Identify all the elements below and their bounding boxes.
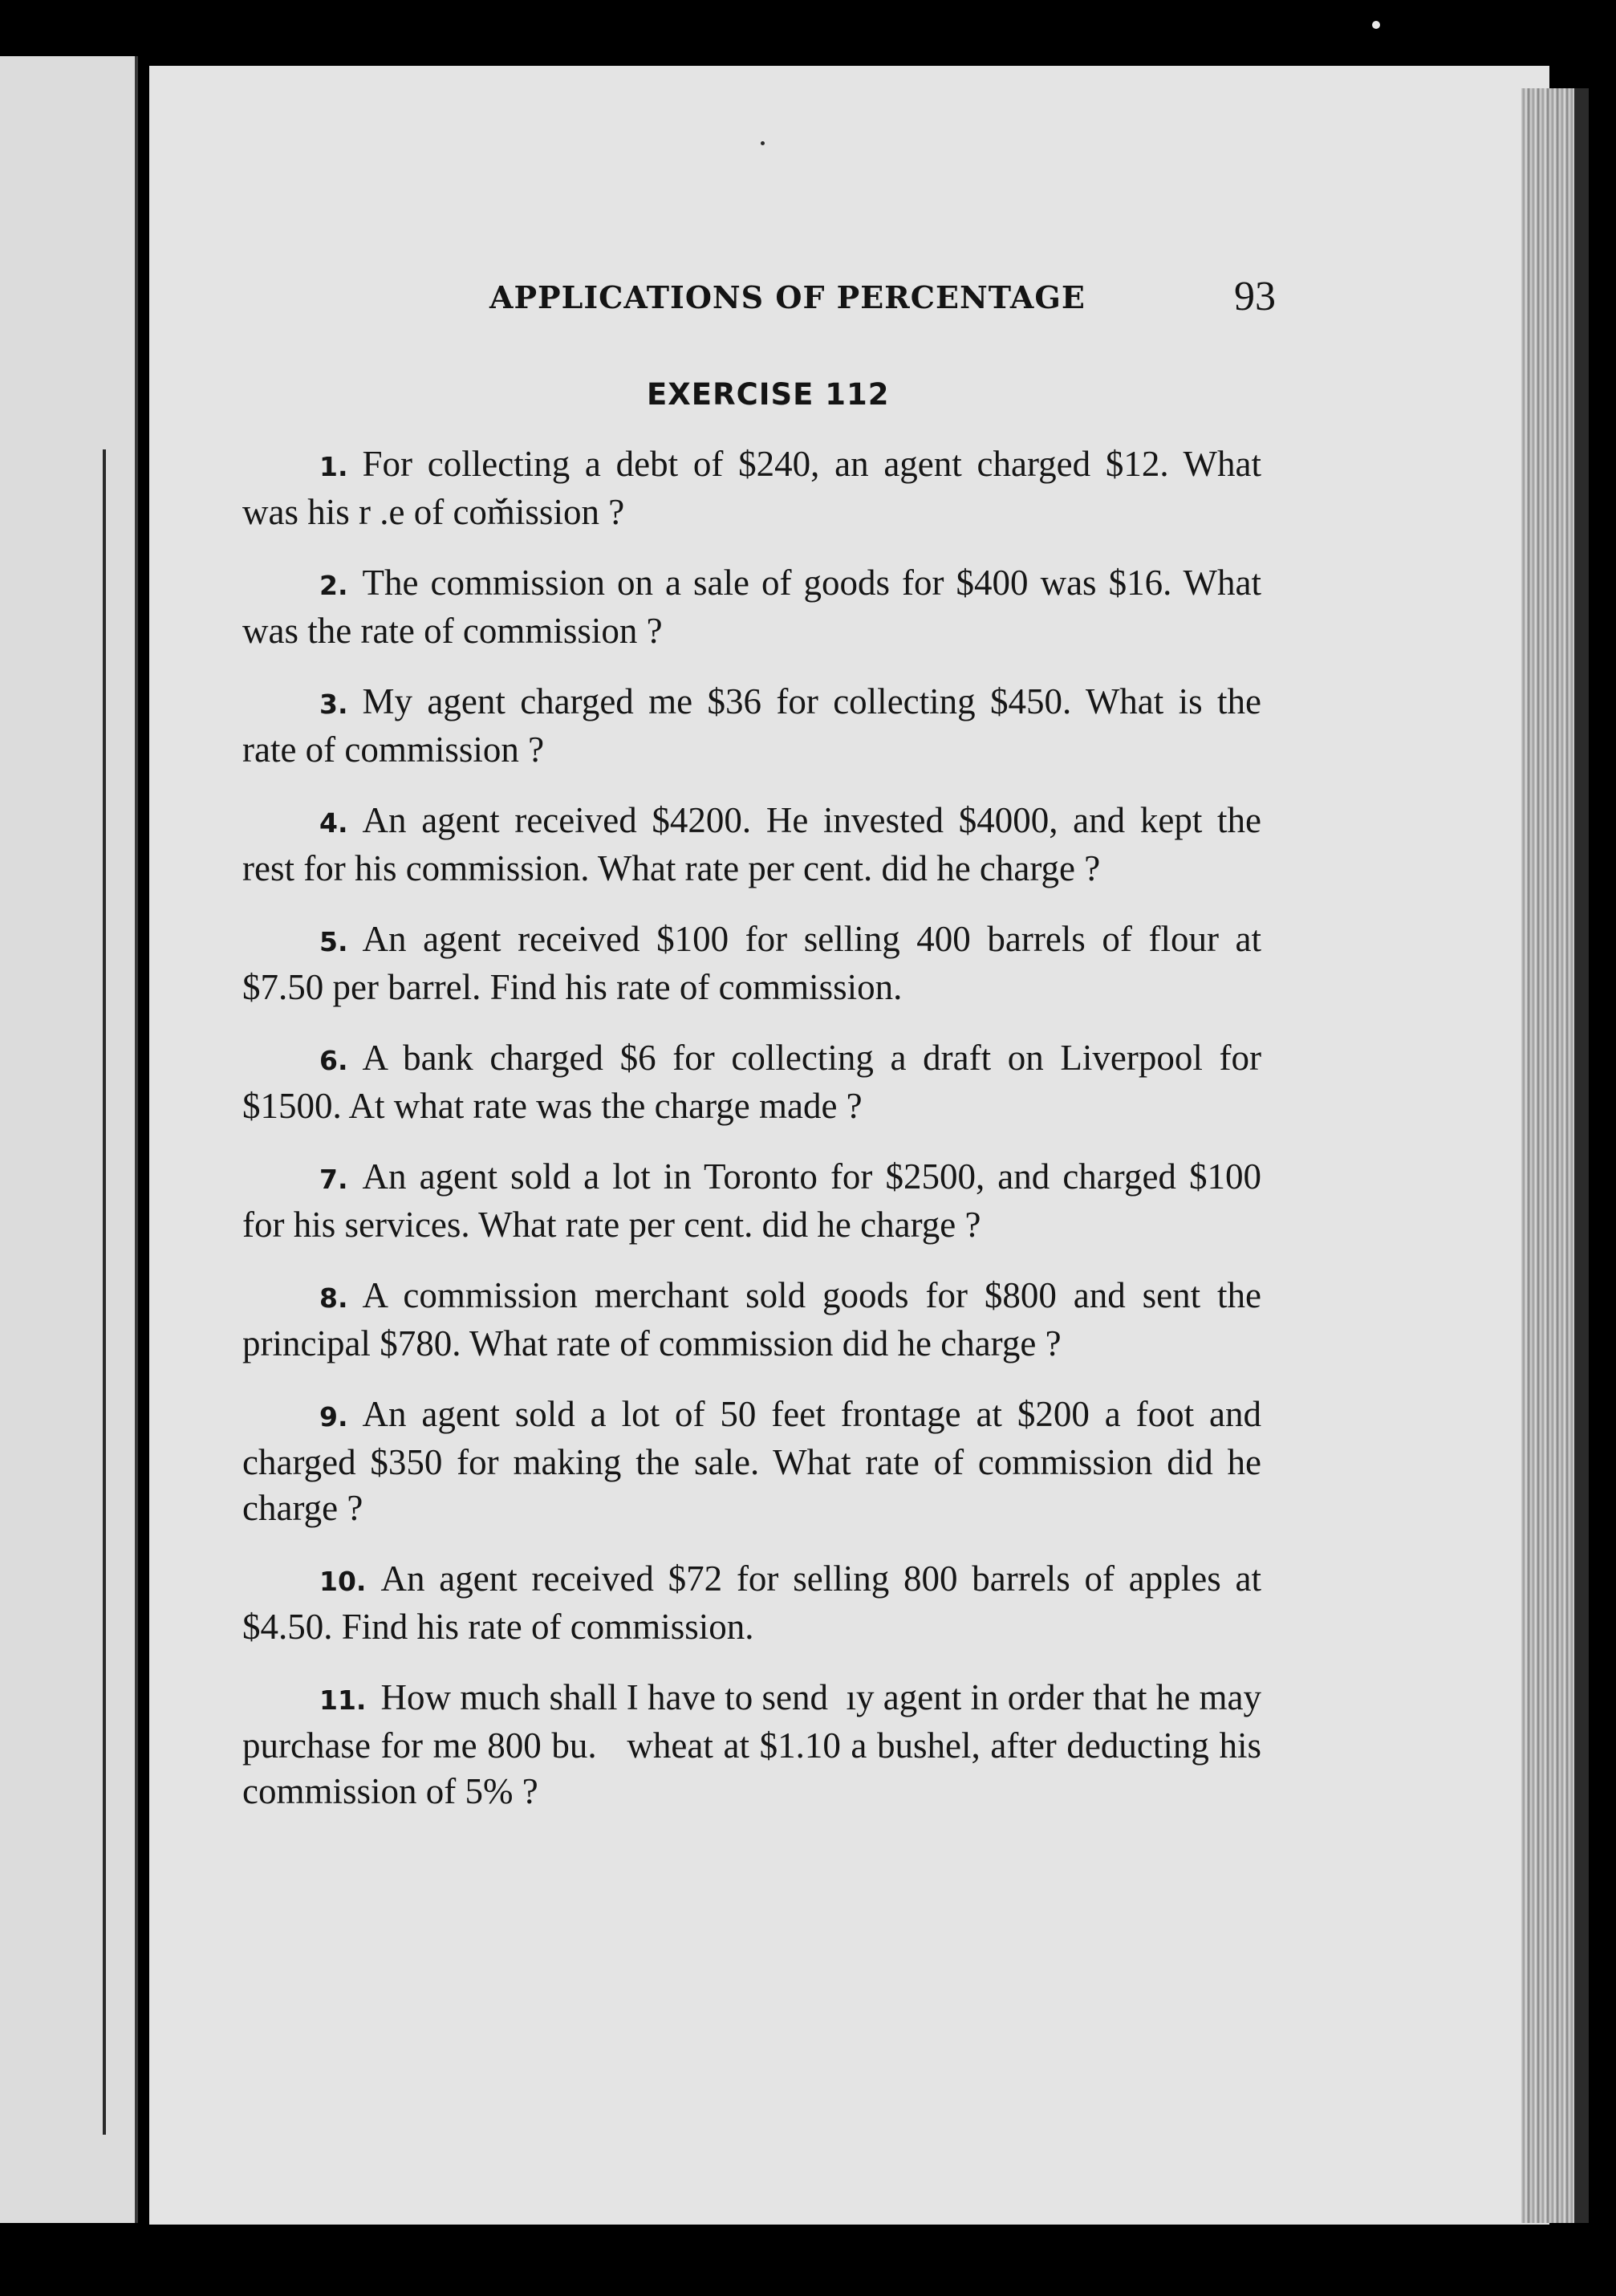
problem-number: 2. bbox=[319, 570, 348, 601]
problem-item bbox=[242, 679, 1261, 773]
problem-text: How much shall I have to send ıy agent in order that he may purchase for me 800 bu. wheat at $1.10 a bushel, after deducting his commission of 5% ? bbox=[242, 1677, 1261, 1811]
problem-number: 4. bbox=[319, 807, 348, 839]
running-head-title: APPLICATIONS OF PERCENTAGE bbox=[489, 279, 1086, 315]
problem-number: 6. bbox=[319, 1045, 348, 1076]
page-stack-shadow bbox=[1574, 88, 1589, 2223]
page-number: 93 bbox=[1234, 274, 1276, 319]
problem-number: 7. bbox=[319, 1164, 348, 1195]
problem-text: The commission on a sale of goods for $400 was $16. What was the rate of commission ? bbox=[242, 563, 1261, 651]
exercise-title: EXERCISE 112 bbox=[647, 377, 890, 412]
scan-speck bbox=[761, 141, 765, 145]
problem-item bbox=[242, 441, 1261, 535]
facing-page-shadow bbox=[103, 449, 106, 2135]
scan-speck bbox=[1372, 21, 1380, 29]
problem-text: A bank charged $6 for collecting a draft on Liverpool for $1500. At what rate was the charge made ? bbox=[242, 1038, 1261, 1126]
problem-number: 9. bbox=[319, 1401, 348, 1432]
problem-text: An agent received $72 for selling 800 barrels of apples at $4.50. Find his rate of commission. bbox=[242, 1558, 1261, 1647]
problem-text: A commission merchant sold goods for $800 and sent the principal $780. What rate of commission did he charge ? bbox=[242, 1275, 1261, 1363]
problem-number: 8. bbox=[319, 1282, 348, 1314]
page-stack-edge bbox=[1521, 88, 1574, 2223]
problem-list bbox=[242, 441, 1261, 1839]
problem-number: 5. bbox=[319, 926, 348, 957]
facing-page-edge bbox=[0, 56, 138, 2223]
problem-item bbox=[242, 1556, 1261, 1650]
problem-number: 3. bbox=[319, 689, 348, 720]
problem-text: An agent sold a lot of 50 feet frontage at $200 a foot and charged $350 for making the sale. What rate of commission did he charge ? bbox=[242, 1394, 1261, 1528]
problem-item bbox=[242, 916, 1261, 1010]
problem-number: 10. bbox=[319, 1566, 367, 1597]
problem-item bbox=[242, 1035, 1261, 1129]
problem-number: 11. bbox=[319, 1684, 367, 1716]
problem-text: My agent charged me $36 for collecting $450. What is the rate of commission ? bbox=[242, 681, 1261, 770]
running-header bbox=[489, 273, 1276, 321]
problem-number: 1. bbox=[319, 451, 348, 482]
problem-item bbox=[242, 1154, 1261, 1248]
problem-item bbox=[242, 560, 1261, 654]
problem-text: An agent sold a lot in Toronto for $2500, and charged $100 for his services. What rate per cent. did he charge ? bbox=[242, 1156, 1261, 1245]
problem-item bbox=[242, 1675, 1261, 1814]
problem-text: An agent received $100 for selling 400 barrels of flour at $7.50 per barrel. Find his rate of commission. bbox=[242, 919, 1261, 1007]
problem-item bbox=[242, 1392, 1261, 1531]
problem-text: For collecting a debt of $240, an agent charged $12. What was his r .e of com̆́ission ? bbox=[242, 444, 1261, 532]
problem-item bbox=[242, 1273, 1261, 1367]
problem-item bbox=[242, 798, 1261, 892]
problem-text: An agent received $4200. He invested $4000, and kept the rest for his commission. What rate per cent. did he charge ? bbox=[242, 800, 1261, 888]
